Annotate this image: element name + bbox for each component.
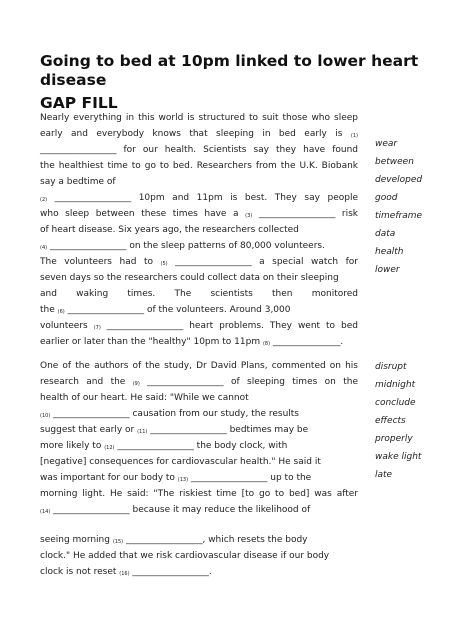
gap-number: (4) [40, 245, 48, 251]
gap-number: (15) [112, 539, 124, 545]
passage-line: health of our heart. He said: "While we cannot [40, 393, 249, 403]
passage-line: The volunteers had to $_{(5)}$ _________________ a special watch for [40, 257, 359, 267]
passage-line: the healthiest time to go to bed. Researchers from the U.K. Biobank [40, 161, 358, 171]
gap-number: (11) [137, 429, 148, 435]
gap-number: (10) [40, 413, 51, 419]
word-bank-item: late [375, 470, 393, 480]
gap-number: (1) [350, 133, 358, 139]
passage-line: the $_{(6)}$ _________________ of the volunteers. Around 3,000 [40, 305, 291, 315]
word-bank-2 [375, 358, 421, 484]
passage-line: $_{(2)}$ _________________ 10pm and 11pm is best. They say people [40, 193, 358, 203]
gap-number: (7) [93, 325, 101, 331]
passage-line: clock." He added that we risk cardiovascular disease if our body [40, 551, 330, 561]
gap-number: (14) [40, 509, 51, 515]
passage-line: seeing morning $_{(15)}$ _________________, which resets the body [40, 535, 308, 545]
passage-line: suggest that early or $_{(11)}$ _________________ bedtimes may be [40, 425, 309, 435]
passage-line: early and everybody knows that sleeping in bed early is $_{(1)}$ [40, 129, 358, 139]
passage-line: say a bedtime of [40, 177, 116, 187]
passage-line: volunteers $_{(7)}$ _________________ heart problems. They went to bed [40, 321, 358, 331]
passage-line: clock is not reset $_{(16)}$ _________________. [40, 567, 212, 577]
gap-number: (13) [177, 477, 189, 483]
word-bank-item: midnight [375, 380, 416, 390]
word-bank-item: lower [375, 265, 400, 275]
word-bank-item: conclude [375, 398, 416, 408]
word-bank-item: properly [375, 434, 413, 444]
passage-line: was important for our body to $_{(13)}$ _________________ up to the [40, 473, 312, 483]
passage-line: research and the $_{(9)}$ _________________ of sleeping times on the [40, 377, 358, 387]
gap-number: (2) [40, 197, 48, 203]
word-bank-item: health [375, 247, 404, 257]
passage-line: $_{(4)}$ _________________ on the sleep patterns of 80,000 volunteers. [40, 241, 325, 251]
passage-line: earlier or later than the "healthy" 10pm to 11pm $_{(8)}$ _______________. [40, 337, 344, 347]
passage-line: $_{(14)}$ _________________ because it may reduce the likelihood of [40, 505, 311, 515]
section-heading: GAP FILL [40, 94, 118, 112]
gap-number: (6) [57, 309, 65, 315]
passage-line: One of the authors of the study, Dr David Plans, commented on his [40, 361, 358, 371]
word-bank-item: disrupt [375, 362, 407, 372]
passage-line: [negative] consequences for cardiovascular health." He said it [40, 457, 321, 467]
passage-line: Nearly everything in this world is structured to suit those who sleep [40, 113, 358, 123]
gap-number: (9) [132, 381, 140, 387]
word-bank-item: wear [375, 139, 398, 149]
page-title: Going to bed at 10pm linked to lower heart disease [40, 52, 419, 89]
passage-line: of heart disease. Six years ago, the researchers collected [40, 225, 299, 235]
passage-line: seven days so the researchers could collect data on their sleeping [40, 273, 339, 283]
passage-line: $_{(10)}$ _________________ causation from our study, the results [40, 409, 300, 419]
word-bank-item: data [375, 229, 396, 239]
word-bank-item: effects [375, 416, 406, 426]
passage-line: _________________ for our health. Scientists say they have found [40, 145, 358, 155]
word-bank-1 [375, 135, 422, 279]
word-bank-item: good [375, 193, 398, 203]
gap-number: (5) [160, 261, 168, 267]
gap-number: (3) [245, 213, 253, 219]
word-bank-item: developed [375, 175, 423, 185]
word-bank-item: wake light [375, 452, 422, 462]
passage-line: who sleep between these times have a $_{(3)}$ _________________ risk [40, 209, 358, 219]
gap-number: (8) [262, 341, 271, 347]
passage-line: and waking times. The scientists then monitored [40, 289, 358, 299]
word-bank-item: timeframe [375, 211, 423, 221]
gap-number: (16) [119, 571, 130, 577]
word-bank-item: between [375, 157, 414, 167]
passage-line: more likely to $_{(12)}$ _________________ the body clock, with [40, 441, 288, 451]
passage-line: morning light. He said: "The riskiest time [to go to bed] was after [40, 489, 358, 499]
gap-number: (12) [104, 445, 115, 451]
